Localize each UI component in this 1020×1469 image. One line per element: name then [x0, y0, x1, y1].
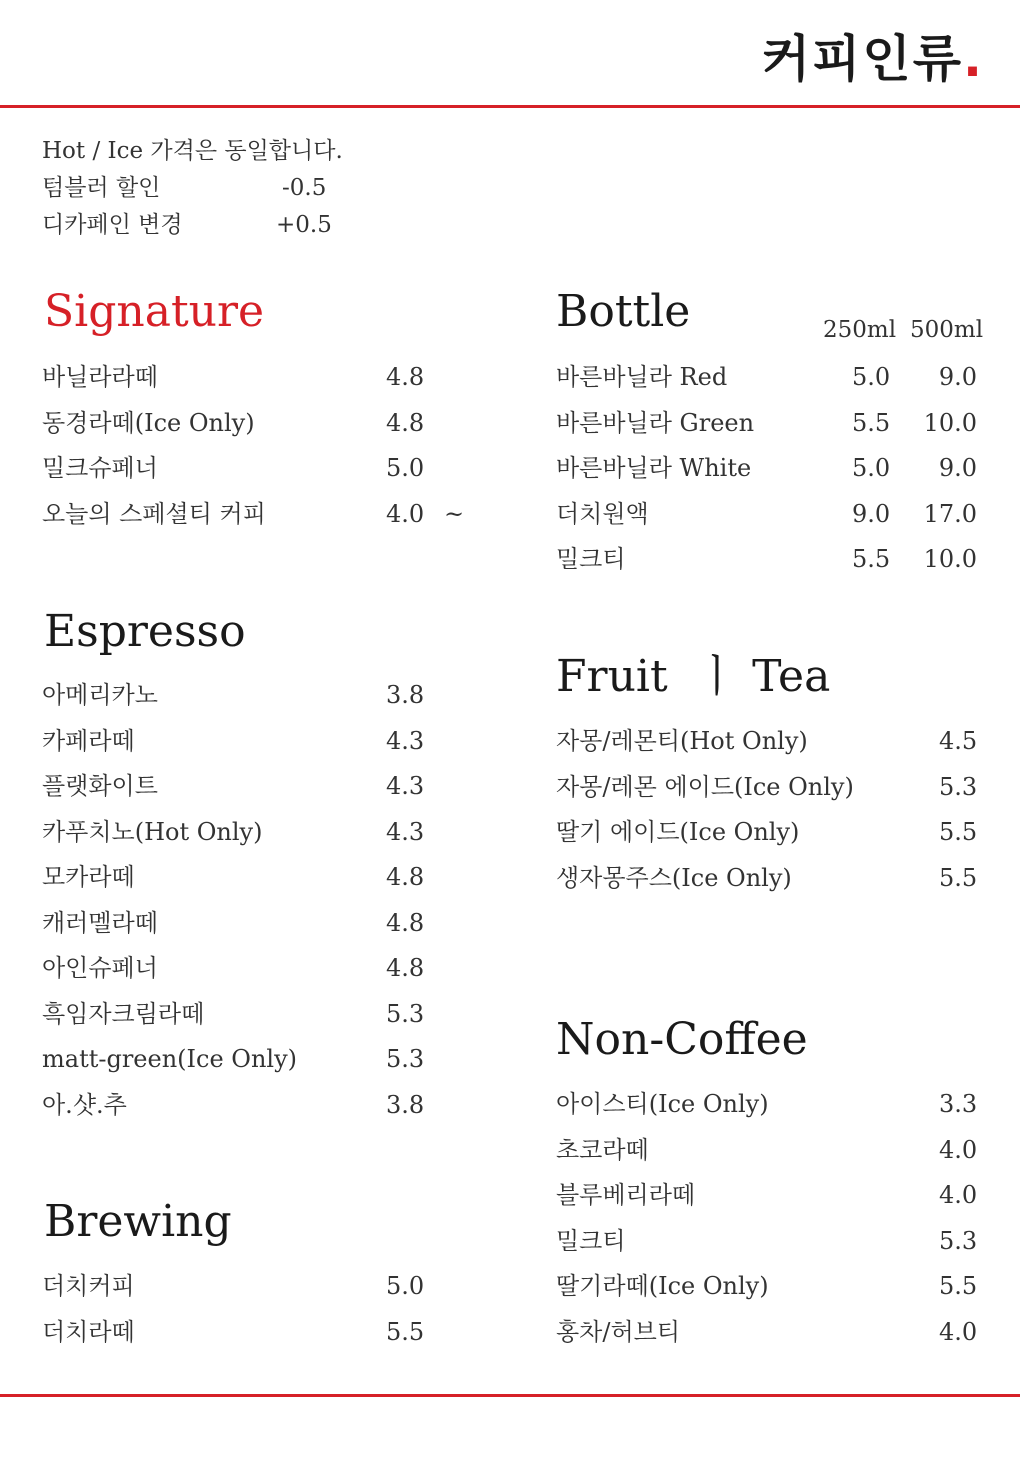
- item-name: 바닐라라떼: [42, 363, 158, 391]
- menu-item: [556, 1264, 996, 1310]
- item-name: 아.샷.추: [42, 1090, 127, 1119]
- title-dot: .: [963, 30, 984, 88]
- section-title-non-coffee: Non-Coffee: [556, 1014, 808, 1065]
- menu-item: [42, 401, 482, 447]
- page-title: [761, 30, 984, 88]
- menu-item: [556, 537, 996, 583]
- menu-item: [42, 719, 482, 765]
- item-price-large: 17.0: [923, 499, 977, 528]
- item-name: 캐러멜라떼: [42, 908, 158, 937]
- menu-item: [42, 492, 482, 538]
- menu-item: [556, 355, 996, 401]
- item-price-small: 9.0: [852, 499, 891, 528]
- item-name: 바른바닐라 Red: [556, 363, 728, 391]
- note-label: 디카페인 변경: [42, 212, 183, 238]
- menu-item: [42, 1264, 482, 1310]
- note-value: -0.5: [282, 175, 327, 201]
- bottom-divider: [0, 1394, 1020, 1397]
- menu-item: [556, 1082, 996, 1128]
- note-tumbler-discount: [42, 170, 343, 207]
- item-price: 4.8: [386, 408, 425, 437]
- item-name: 흑임자크림라떼: [42, 999, 205, 1028]
- item-name: 더치커피: [42, 1272, 135, 1300]
- item-price-small: 5.5: [852, 545, 891, 573]
- item-name: 모카라떼: [42, 863, 135, 891]
- menu-item: [42, 946, 482, 992]
- note-label: Hot / Ice 가격은 동일합니다.: [42, 138, 343, 164]
- item-name: 밀크슈페너: [42, 454, 158, 482]
- bottle-size-small-header: 250ml: [823, 317, 897, 343]
- item-price-large: 9.0: [938, 363, 977, 391]
- item-price: 4.8: [386, 863, 425, 891]
- item-price-small: 5.5: [852, 408, 891, 437]
- note-value: +0.5: [276, 212, 332, 238]
- menu-item: [42, 1083, 482, 1129]
- section-title-signature: Signature: [44, 286, 265, 337]
- item-name: 바른바닐라 White: [556, 454, 752, 482]
- item-price: 5.3: [386, 1045, 425, 1073]
- menu-item: [556, 719, 996, 765]
- menu-item: [42, 810, 482, 856]
- price-notes: [42, 133, 343, 244]
- item-price: 4.5: [939, 727, 978, 755]
- item-name: 아이스티(Ice Only): [556, 1090, 769, 1118]
- item-name: 플랫화이트: [42, 772, 158, 800]
- page-title-text: 커피인류: [761, 30, 963, 88]
- item-price: 5.3: [939, 772, 978, 801]
- item-price: 5.5: [939, 1272, 978, 1300]
- item-price: 4.0: [939, 1181, 978, 1209]
- menu-item: [556, 1219, 996, 1265]
- section-title-espresso: Espresso: [44, 606, 246, 657]
- item-price: 5.5: [386, 1317, 425, 1346]
- menu-item: [42, 355, 482, 401]
- item-name: 밀크티: [556, 545, 626, 573]
- menu-item: [42, 992, 482, 1038]
- item-name: 홍차/허브티: [556, 1317, 681, 1346]
- brewing-list: [42, 1264, 482, 1355]
- menu-item: [42, 855, 482, 901]
- menu-item: [556, 492, 996, 538]
- item-price: 5.3: [939, 1226, 978, 1255]
- item-name: matt-green(Ice Only): [42, 1045, 298, 1073]
- menu-item: [42, 1310, 482, 1356]
- menu-item: [42, 764, 482, 810]
- item-price: 3.3: [939, 1090, 978, 1118]
- fruit-tea-list: [556, 719, 996, 901]
- non-coffee-list: [556, 1082, 996, 1355]
- item-price: 5.3: [386, 999, 425, 1028]
- item-price: 4.3: [386, 726, 425, 755]
- item-name: 카푸치노(Hot Only): [42, 817, 263, 846]
- item-name: 동경라떼(Ice Only): [42, 408, 255, 437]
- section-title-bottle: Bottle: [556, 286, 691, 337]
- note-decaf-change: [42, 207, 343, 244]
- item-price-small: 5.0: [852, 454, 891, 482]
- note-same-price: [42, 133, 343, 170]
- menu-item: [556, 401, 996, 447]
- item-price-large: 10.0: [923, 545, 977, 573]
- menu-item: [556, 1128, 996, 1174]
- item-price: 5.5: [939, 818, 978, 846]
- item-name: 오늘의 스페셜티 커피: [42, 499, 266, 528]
- item-price: 5.0: [386, 454, 425, 482]
- item-price-suffix: ~: [444, 499, 465, 528]
- menu-item: [42, 446, 482, 492]
- section-title-fruit-tea: Fruit ㅣ Tea: [556, 651, 831, 702]
- signature-list: [42, 355, 482, 537]
- item-price: 4.0: [939, 1135, 978, 1164]
- section-title-brewing: Brewing: [44, 1196, 232, 1247]
- item-price: 4.0: [939, 1317, 978, 1346]
- item-name: 더치원액: [556, 499, 649, 528]
- item-price: 5.0: [386, 1272, 425, 1300]
- note-label: 텀블러 할인: [42, 175, 161, 201]
- menu-item: [42, 1037, 482, 1083]
- item-price-large: 9.0: [938, 454, 977, 482]
- item-price: 3.8: [386, 1090, 425, 1119]
- item-name: 밀크티: [556, 1226, 626, 1255]
- item-name: 카페라떼: [42, 726, 135, 755]
- item-name: 자몽/레몬티(Hot Only): [556, 727, 808, 755]
- item-name: 블루베리라떼: [556, 1181, 696, 1209]
- espresso-list: [42, 673, 482, 1128]
- item-name: 딸기라떼(Ice Only): [556, 1272, 769, 1300]
- item-name: 바른바닐라 Green: [556, 408, 755, 437]
- item-price: 5.5: [939, 863, 978, 892]
- item-price: 4.8: [386, 363, 425, 391]
- item-price: 4.3: [386, 817, 425, 846]
- menu-item: [556, 1310, 996, 1356]
- item-name: 생자몽주스(Ice Only): [556, 863, 792, 892]
- menu-item: [556, 446, 996, 492]
- menu-item: [556, 856, 996, 902]
- menu-item: [42, 901, 482, 947]
- item-name: 딸기 에이드(Ice Only): [556, 818, 800, 846]
- top-divider: [0, 105, 1020, 108]
- bottle-list: [556, 355, 996, 583]
- menu-item: [556, 765, 996, 811]
- item-name: 아메리카노: [42, 681, 158, 709]
- item-price: 3.8: [386, 681, 425, 709]
- item-price: 4.0: [386, 499, 425, 528]
- item-name: 아인슈페너: [42, 954, 158, 982]
- menu-item: [42, 673, 482, 719]
- item-price: 4.3: [386, 772, 425, 800]
- item-price: 4.8: [386, 908, 425, 937]
- item-name: 자몽/레몬 에이드(Ice Only): [556, 772, 854, 801]
- item-price: 4.8: [386, 954, 425, 982]
- menu-item: [556, 810, 996, 856]
- bottle-size-large-header: 500ml: [910, 317, 984, 343]
- menu-item: [556, 1173, 996, 1219]
- item-price-large: 10.0: [923, 408, 977, 437]
- item-name: 초코라떼: [556, 1135, 649, 1164]
- item-price-small: 5.0: [852, 363, 891, 391]
- item-name: 더치라떼: [42, 1317, 135, 1346]
